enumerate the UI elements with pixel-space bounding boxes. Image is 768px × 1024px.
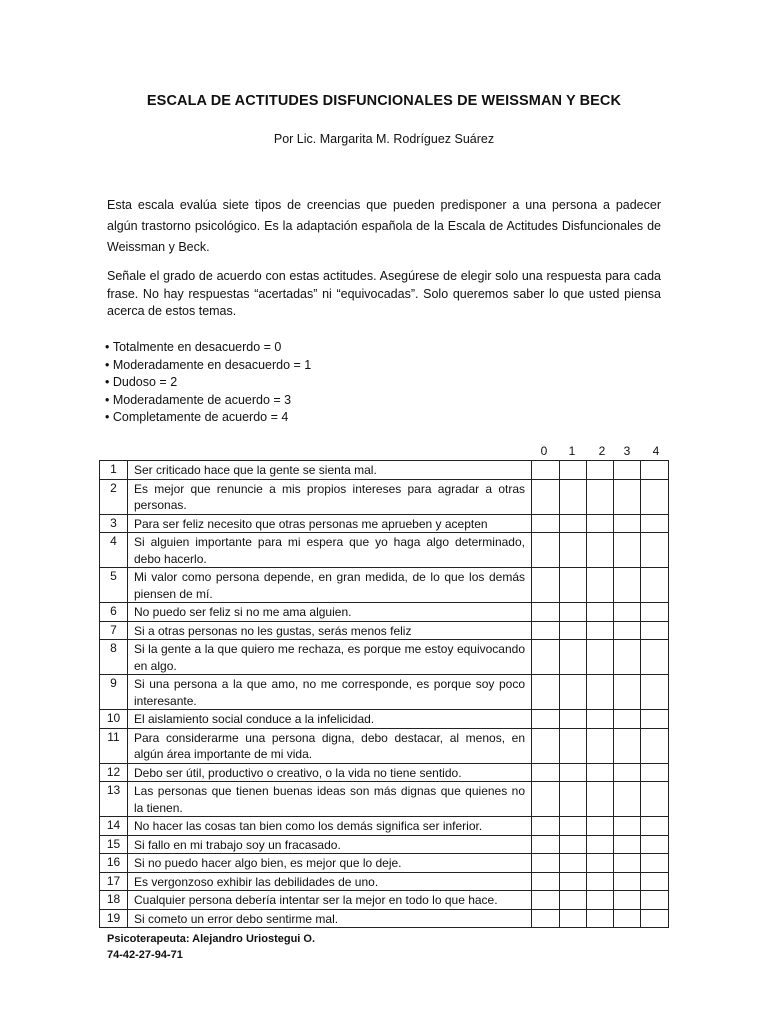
answer-cell-4[interactable] [641, 603, 669, 622]
table-row [100, 603, 669, 622]
answer-cell-1[interactable] [560, 675, 587, 710]
item-statement: Si a otras personas no les gustas, serás menos feliz [128, 621, 532, 640]
item-number: 3 [100, 514, 128, 533]
table-row [100, 514, 669, 533]
item-statement: Si alguien importante para mi espera que yo haga algo determinado, debo hacerlo. [128, 533, 532, 568]
answer-cell-3[interactable] [614, 854, 641, 873]
answer-cell-1[interactable] [560, 603, 587, 622]
answer-cell-0[interactable] [532, 621, 560, 640]
answer-cell-4[interactable] [641, 891, 669, 910]
answer-cell-1[interactable] [560, 533, 587, 568]
answer-cell-1[interactable] [560, 872, 587, 891]
answer-cell-3[interactable] [614, 728, 641, 763]
table-row [100, 872, 669, 891]
table-row [100, 817, 669, 836]
answer-cell-0[interactable] [532, 461, 560, 480]
item-statement: Si la gente a la que quiero me rechaza, es porque me estoy equivocando en algo. [128, 640, 532, 675]
answer-cell-0[interactable] [532, 782, 560, 817]
answer-cell-2[interactable] [587, 782, 614, 817]
item-number: 9 [100, 675, 128, 710]
column-header-4: 4 [652, 444, 660, 458]
column-header-2: 2 [598, 444, 606, 458]
answer-cell-2[interactable] [587, 909, 614, 928]
answer-cell-1[interactable] [560, 835, 587, 854]
instructions-paragraph: Señale el grado de acuerdo con estas actitudes. Asegúrese de elegir solo una respuesta para cada frase. No hay respuestas “acertadas” ni “equivocadas”. Solo queremos saber lo que usted piensa acerca de estos temas. [107, 269, 661, 318]
answer-cell-1[interactable] [560, 817, 587, 836]
answer-cell-2[interactable] [587, 710, 614, 729]
answer-cell-0[interactable] [532, 568, 560, 603]
item-number: 6 [100, 603, 128, 622]
answer-cell-0[interactable] [532, 533, 560, 568]
table-row [100, 763, 669, 782]
scale-option: • Totalmente en desacuerdo = 0 [105, 339, 311, 357]
intro-paragraph: Esta escala evalúa siete tipos de creencias que pueden predisponer a una persona a padecer algún trastorno psicológico. Es la adaptación española de la Escala de Actitudes Disfuncionales de Weissman y Beck. [107, 198, 661, 254]
answer-cell-0[interactable] [532, 514, 560, 533]
answer-cell-4[interactable] [641, 763, 669, 782]
answer-cell-4[interactable] [641, 817, 669, 836]
item-statement: No puedo ser feliz si no me ama alguien. [128, 603, 532, 622]
item-statement: Es mejor que renuncie a mis propios intereses para agradar a otras personas. [128, 479, 532, 514]
table-row [100, 854, 669, 873]
answer-cell-0[interactable] [532, 640, 560, 675]
answer-cell-3[interactable] [614, 835, 641, 854]
column-header-1: 1 [568, 444, 576, 458]
table-row [100, 533, 669, 568]
answer-cell-0[interactable] [532, 854, 560, 873]
answer-cell-3[interactable] [614, 514, 641, 533]
answer-cell-3[interactable] [614, 763, 641, 782]
table-row [100, 782, 669, 817]
response-scale-list [105, 339, 311, 427]
answer-cell-3[interactable] [614, 621, 641, 640]
answer-cell-3[interactable] [614, 461, 641, 480]
answer-cell-1[interactable] [560, 640, 587, 675]
answer-cell-3[interactable] [614, 782, 641, 817]
scale-option: • Moderadamente de acuerdo = 3 [105, 392, 311, 410]
answer-cell-2[interactable] [587, 640, 614, 675]
answer-cell-1[interactable] [560, 479, 587, 514]
answer-cell-1[interactable] [560, 568, 587, 603]
answer-cell-2[interactable] [587, 533, 614, 568]
answer-cell-4[interactable] [641, 568, 669, 603]
scale-option: • Moderadamente en desacuerdo = 1 [105, 357, 311, 375]
answer-cell-1[interactable] [560, 461, 587, 480]
answer-cell-1[interactable] [560, 710, 587, 729]
item-number: 16 [100, 854, 128, 873]
answer-cell-2[interactable] [587, 514, 614, 533]
item-number: 11 [100, 728, 128, 763]
answer-cell-2[interactable] [587, 817, 614, 836]
item-statement: El aislamiento social conduce a la infelicidad. [128, 710, 532, 729]
item-number: 13 [100, 782, 128, 817]
item-number: 2 [100, 479, 128, 514]
answer-cell-1[interactable] [560, 909, 587, 928]
item-statement: Debo ser útil, productivo o creativo, o la vida no tiene sentido. [128, 763, 532, 782]
answer-cell-0[interactable] [532, 891, 560, 910]
answer-cell-4[interactable] [641, 514, 669, 533]
answer-cell-4[interactable] [641, 621, 669, 640]
item-number: 1 [100, 461, 128, 480]
scale-option: • Completamente de acuerdo = 4 [105, 409, 311, 427]
answer-cell-3[interactable] [614, 568, 641, 603]
therapist-name: Psicoterapeuta: Alejandro Uriostegui O. [107, 933, 316, 945]
column-header-0: 0 [540, 444, 548, 458]
table-row [100, 640, 669, 675]
scale-option: • Dudoso = 2 [105, 374, 311, 392]
answer-cell-3[interactable] [614, 533, 641, 568]
item-statement: Ser criticado hace que la gente se sienta mal. [128, 461, 532, 480]
answer-cell-2[interactable] [587, 675, 614, 710]
item-number: 19 [100, 909, 128, 928]
table-row [100, 461, 669, 480]
answer-cell-0[interactable] [532, 675, 560, 710]
answer-cell-2[interactable] [587, 461, 614, 480]
answer-cell-3[interactable] [614, 891, 641, 910]
attitudes-table [99, 460, 669, 928]
answer-cell-4[interactable] [641, 675, 669, 710]
answer-cell-4[interactable] [641, 640, 669, 675]
answer-cell-1[interactable] [560, 763, 587, 782]
answer-cell-2[interactable] [587, 621, 614, 640]
answer-cell-3[interactable] [614, 675, 641, 710]
table-row [100, 891, 669, 910]
footer [107, 931, 315, 963]
answer-cell-3[interactable] [614, 909, 641, 928]
table-row [100, 675, 669, 710]
answer-cell-4[interactable] [641, 461, 669, 480]
answer-cell-1[interactable] [560, 782, 587, 817]
answer-cell-1[interactable] [560, 621, 587, 640]
answer-cell-3[interactable] [614, 710, 641, 729]
table-row [100, 710, 669, 729]
item-number: 5 [100, 568, 128, 603]
answer-cell-3[interactable] [614, 640, 641, 675]
column-header-3: 3 [623, 444, 631, 458]
item-number: 17 [100, 872, 128, 891]
answer-cell-1[interactable] [560, 891, 587, 910]
item-statement: Si fallo en mi trabajo soy un fracasado. [128, 835, 532, 854]
answer-cell-4[interactable] [641, 710, 669, 729]
item-statement: Para considerarme una persona digna, debo destacar, al menos, en algún área importante de mi vida. [128, 728, 532, 763]
answer-cell-4[interactable] [641, 782, 669, 817]
item-number: 18 [100, 891, 128, 910]
table-row [100, 479, 669, 514]
answer-cell-3[interactable] [614, 872, 641, 891]
answer-cell-4[interactable] [641, 872, 669, 891]
table-row [100, 621, 669, 640]
table-row [100, 728, 669, 763]
score-column-headers [0, 444, 768, 460]
answer-cell-1[interactable] [560, 854, 587, 873]
answer-cell-2[interactable] [587, 603, 614, 622]
answer-cell-2[interactable] [587, 479, 614, 514]
item-statement: No hacer las cosas tan bien como los demás significa ser inferior. [128, 817, 532, 836]
item-statement: Cualquier persona debería intentar ser la mejor en todo lo que hace. [128, 891, 532, 910]
phone-number: 74-42-27-94-71 [107, 949, 183, 961]
answer-cell-0[interactable] [532, 728, 560, 763]
answer-cell-4[interactable] [641, 728, 669, 763]
answer-cell-0[interactable] [532, 817, 560, 836]
item-number: 14 [100, 817, 128, 836]
table-row [100, 909, 669, 928]
item-number: 7 [100, 621, 128, 640]
answer-cell-4[interactable] [641, 854, 669, 873]
item-number: 12 [100, 763, 128, 782]
item-statement: Las personas que tienen buenas ideas son más dignas que quienes no la tienen. [128, 782, 532, 817]
answer-cell-4[interactable] [641, 479, 669, 514]
item-number: 8 [100, 640, 128, 675]
answer-cell-2[interactable] [587, 854, 614, 873]
item-statement: Para ser feliz necesito que otras personas me aprueben y acepten [128, 514, 532, 533]
item-statement: Mi valor como persona depende, en gran medida, de lo que los demás piensen de mí. [128, 568, 532, 603]
answer-cell-0[interactable] [532, 909, 560, 928]
answer-cell-0[interactable] [532, 835, 560, 854]
document-title: ESCALA DE ACTITUDES DISFUNCIONALES DE WEISSMAN Y BECK [146, 93, 622, 109]
item-number: 15 [100, 835, 128, 854]
answer-cell-2[interactable] [587, 872, 614, 891]
item-statement: Si una persona a la que amo, no me corresponde, es porque soy poco interesante. [128, 675, 532, 710]
answer-cell-3[interactable] [614, 479, 641, 514]
answer-cell-3[interactable] [614, 603, 641, 622]
table-row [100, 568, 669, 603]
answer-cell-4[interactable] [641, 909, 669, 928]
item-statement: Si cometo un error debo sentirme mal. [128, 909, 532, 928]
item-number: 10 [100, 710, 128, 729]
item-statement: Si no puedo hacer algo bien, es mejor que lo deje. [128, 854, 532, 873]
answer-cell-2[interactable] [587, 728, 614, 763]
answer-cell-1[interactable] [560, 728, 587, 763]
item-number: 4 [100, 533, 128, 568]
answer-cell-1[interactable] [560, 514, 587, 533]
answer-cell-4[interactable] [641, 533, 669, 568]
answer-cell-4[interactable] [641, 835, 669, 854]
answer-cell-0[interactable] [532, 479, 560, 514]
table-row [100, 835, 669, 854]
answer-cell-3[interactable] [614, 817, 641, 836]
answer-cell-0[interactable] [532, 763, 560, 782]
answer-cell-2[interactable] [587, 835, 614, 854]
item-statement: Es vergonzoso exhibir las debilidades de uno. [128, 872, 532, 891]
answer-cell-2[interactable] [587, 891, 614, 910]
answer-cell-0[interactable] [532, 603, 560, 622]
answer-cell-0[interactable] [532, 872, 560, 891]
answer-cell-2[interactable] [587, 763, 614, 782]
answer-cell-2[interactable] [587, 568, 614, 603]
author-line: Por Lic. Margarita M. Rodríguez Suárez [273, 132, 495, 146]
answer-cell-0[interactable] [532, 710, 560, 729]
